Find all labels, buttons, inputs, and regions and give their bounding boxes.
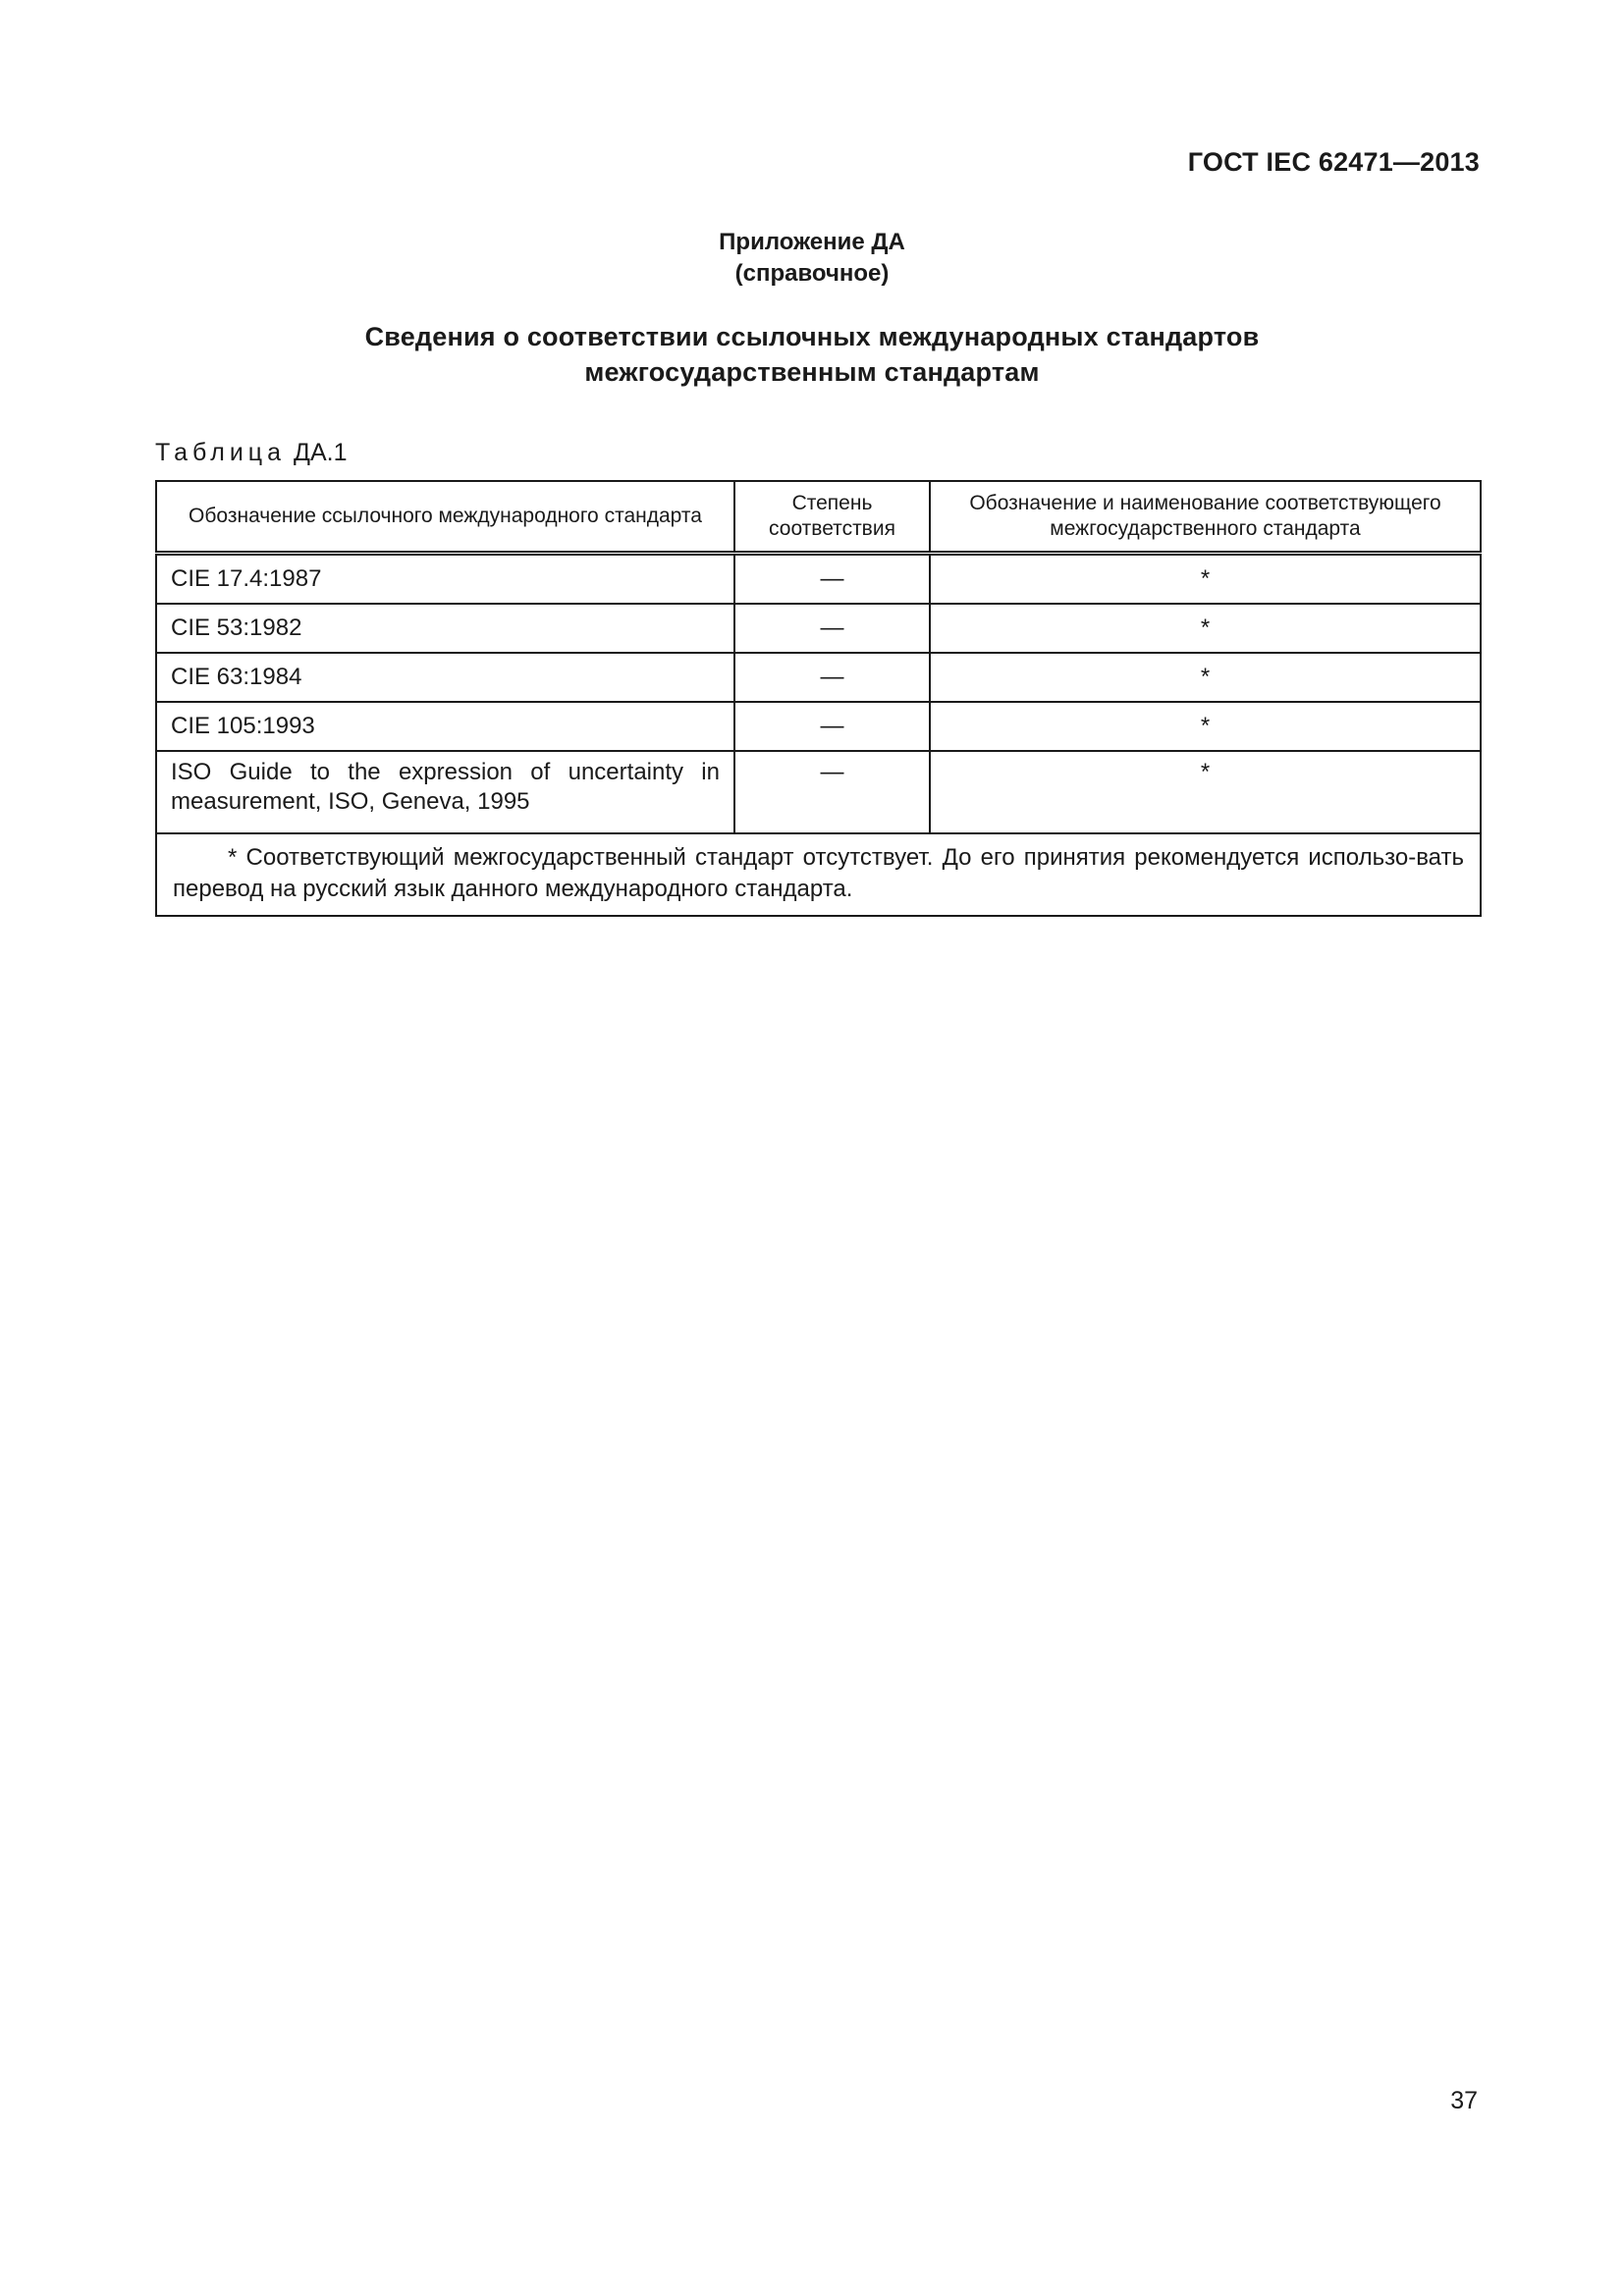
table-footnote-row xyxy=(156,833,1481,916)
cell-interstate: * xyxy=(930,751,1481,833)
table-label xyxy=(155,439,348,467)
header-interstate-standard: Обозначение и наименование соответствующего межгосударственного стандарта xyxy=(930,481,1481,554)
table-label-number: ДА.1 xyxy=(294,439,348,466)
header-international-standard: Обозначение ссылочного международного стандарта xyxy=(156,481,734,554)
cell-standard: ISO Guide to the expression of uncertainty in measurement, ISO, Geneva, 1995 xyxy=(156,751,734,833)
cell-interstate: * xyxy=(930,554,1481,605)
cell-degree: — xyxy=(734,554,930,605)
table-row xyxy=(156,554,1481,605)
section-title xyxy=(0,319,1624,390)
appendix-title: Приложение ДА xyxy=(719,229,905,255)
cell-interstate: * xyxy=(930,653,1481,702)
table-footnote: * Соответствующий межгосударственный стандарт отсутствует. До его принятия рекомендуется использо-вать перевод на русский язык данного международного стандарта. xyxy=(156,833,1481,916)
table-row xyxy=(156,604,1481,653)
cell-degree: — xyxy=(734,604,930,653)
table-row xyxy=(156,751,1481,833)
page-number: 37 xyxy=(1450,2087,1478,2114)
section-title-line-2: межгосударственным стандартам xyxy=(584,357,1040,387)
cell-degree: — xyxy=(734,751,930,833)
cell-degree: — xyxy=(734,653,930,702)
section-title-line-1: Сведения о соответствии ссылочных международных стандартов xyxy=(364,322,1260,351)
cell-standard: CIE 17.4:1987 xyxy=(156,554,734,605)
cell-interstate: * xyxy=(930,702,1481,751)
appendix-heading xyxy=(0,227,1624,290)
table-row xyxy=(156,653,1481,702)
cell-interstate: * xyxy=(930,604,1481,653)
appendix-subtitle: (справочное) xyxy=(734,260,890,287)
document-code: ГОСТ IEC 62471—2013 xyxy=(1187,147,1480,177)
table-header-row xyxy=(156,481,1481,554)
table-row xyxy=(156,702,1481,751)
cell-standard: CIE 63:1984 xyxy=(156,653,734,702)
header-degree-of-correspondence: Степень соответствия xyxy=(734,481,930,554)
standards-correspondence-table xyxy=(155,480,1482,917)
cell-degree: — xyxy=(734,702,930,751)
cell-standard: CIE 105:1993 xyxy=(156,702,734,751)
table-label-word: Таблица xyxy=(155,439,287,466)
cell-standard: CIE 53:1982 xyxy=(156,604,734,653)
